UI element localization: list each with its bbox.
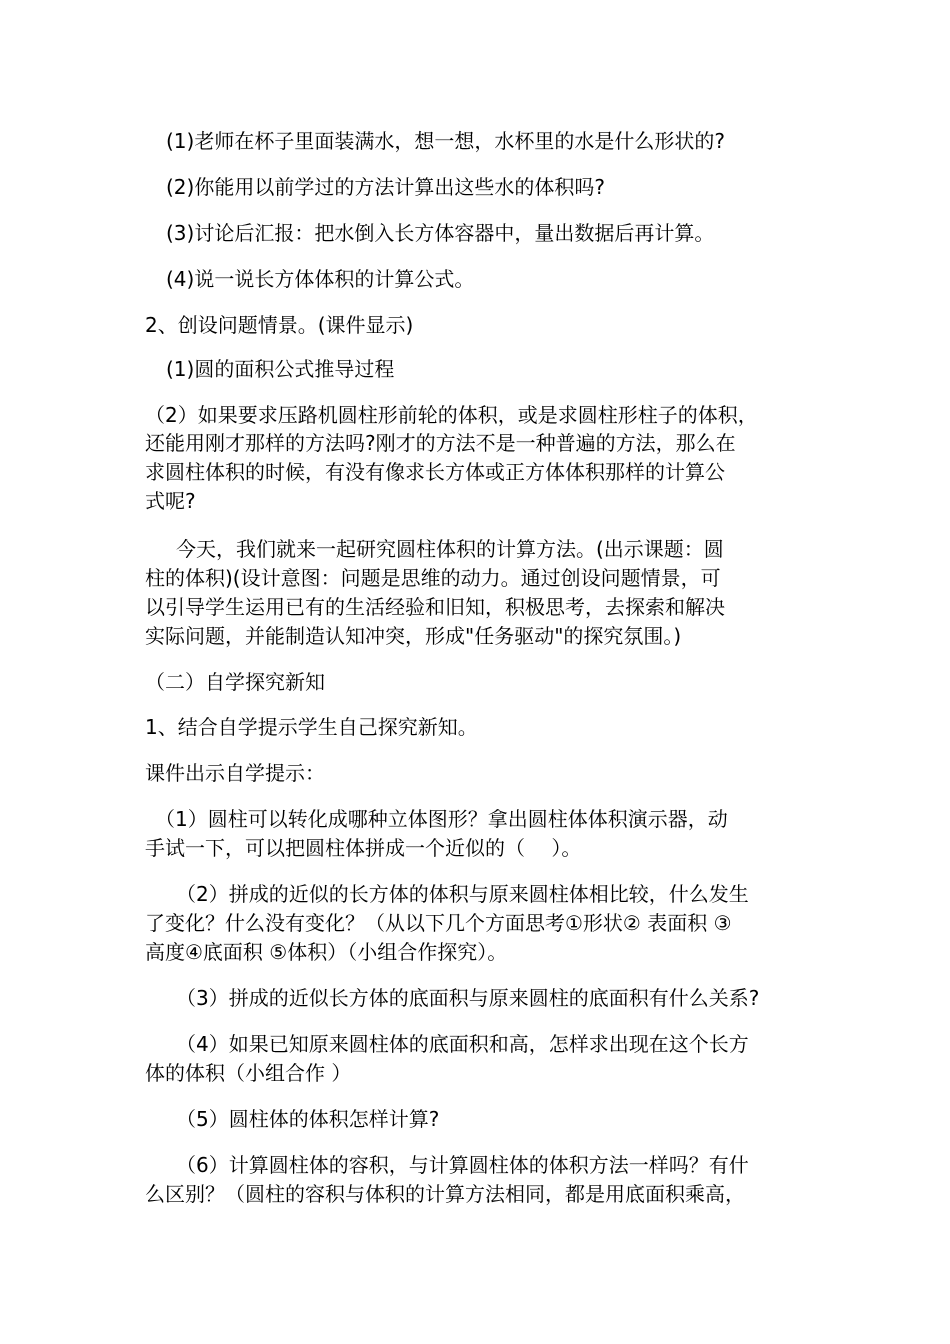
text-line: (4)说一说长方体体积的计算公式。 [166,267,475,291]
text-line: 今天，我们就来一起研究圆柱体积的计算方法。(出示课题：圆 [176,537,724,561]
text-line: 体的体积（小组合作 ） [145,1061,352,1085]
text-line: 么区别？（圆柱的容积与体积的计算方法相同，都是用底面积乘高， [145,1182,745,1206]
text-line: 课件出示自学提示： [145,761,325,785]
text-line: 求圆柱体积的时候，有没有像求长方体或正方体体积那样的计算公 [145,460,725,484]
text-line: (1)圆的面积公式推导过程 [166,357,395,381]
text-line: （3）拼成的近似长方体的底面积与原来圆柱的底面积有什么关系? [176,986,760,1010]
text-line: 手试一下，可以把圆柱体拼成一个近似的（ ）。 [145,836,582,860]
text-line: 了变化？什么没有变化？（从以下几个方面思考①形状② 表面积 ③ [145,911,732,935]
text-line: （5）圆柱体的体积怎样计算? [176,1107,440,1131]
text-line: 实际问题，并能制造认知冲突，形成"任务驱动"的探究氛围。) [145,624,682,648]
text-line: 高度④底面积 ⑤体积）（小组合作探究）。 [145,940,508,964]
text-line: 柱的体积)(设计意图：问题是思维的动力。通过创设问题情景，可 [145,566,721,590]
text-line: 还能用刚才那样的方法吗?刚才的方法不是一种普遍的方法，那么在 [145,431,736,455]
text-line: 式呢? [145,489,196,513]
text-line: 1、结合自学提示学生自己探究新知。 [145,715,478,739]
section-heading: （二）自学探究新知 [145,670,325,694]
text-line: （4）如果已知原来圆柱体的底面积和高，怎样求出现在这个长方 [176,1032,749,1056]
text-line: (2)你能用以前学过的方法计算出这些水的体积吗? [166,175,605,199]
text-line: （2）拼成的近似的长方体的体积与原来圆柱体相比较，什么发生 [176,882,749,906]
text-line: (1)老师在杯子里面装满水，想一想，水杯里的水是什么形状的? [166,129,725,153]
text-line: (3)讨论后汇报：把水倒入长方体容器中，量出数据后再计算。 [166,221,715,245]
text-line: （2）如果要求压路机圆柱形前轮的体积，或是求圆柱形柱子的体积， [145,403,758,427]
section-heading: 2、创设问题情景。(课件显示) [145,313,414,337]
text-line: （6）计算圆柱体的容积，与计算圆柱体的体积方法一样吗？有什 [176,1153,749,1177]
text-line: 以引导学生运用已有的生活经验和旧知，积极思考，去探索和解决 [145,595,725,619]
text-line: （1）圆柱可以转化成哪种立体图形？拿出圆柱体体积演示器，动 [155,807,728,831]
